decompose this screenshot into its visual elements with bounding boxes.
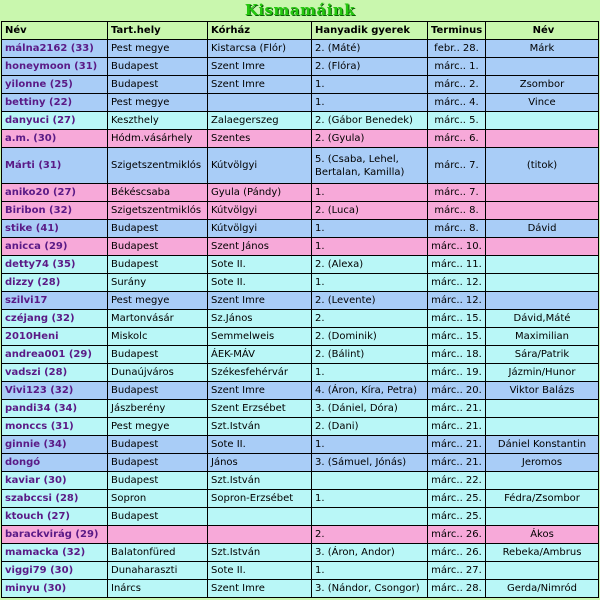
cell-place: Budapest (108, 58, 208, 76)
cell-nick: danyuci (27) (2, 112, 108, 130)
cell-hospital: Szt.István (208, 544, 312, 562)
cell-nick: 2010Heni (2, 328, 108, 346)
table-row (2, 292, 599, 310)
cell-child: 1. (312, 238, 428, 256)
cell-child: 2. (Luca) (312, 202, 428, 220)
cell-nick: viggi79 (30) (2, 562, 108, 580)
cell-hospital: Szent Imre (208, 580, 312, 598)
table-row (2, 580, 599, 598)
cell-hospital: Szent János (208, 238, 312, 256)
cell-hospital: Kútvölgyi (208, 148, 312, 184)
cell-place: Jászberény (108, 400, 208, 418)
header-term: Terminus (428, 22, 486, 40)
table-row (2, 58, 599, 76)
cell-name: Dávid (486, 220, 599, 238)
cell-nick: pandi34 (34) (2, 400, 108, 418)
cell-place: Dunaharaszti (108, 562, 208, 580)
cell-child: 1. (312, 364, 428, 382)
cell-place: Szigetszentmiklós (108, 202, 208, 220)
cell-place: Pest megye (108, 40, 208, 58)
cell-name (486, 292, 599, 310)
cell-nick: honeymoon (31) (2, 58, 108, 76)
cell-hospital: Szent Erzsébet (208, 400, 312, 418)
cell-hospital: Szt.István (208, 472, 312, 490)
cell-name: Gerda/Nimród (486, 580, 599, 598)
table-row (2, 40, 599, 58)
cell-term: márc.. 21. (428, 418, 486, 436)
cell-child: 2. (Bálint) (312, 346, 428, 364)
table-row (2, 454, 599, 472)
table-row (2, 238, 599, 256)
cell-place: Martonvásár (108, 310, 208, 328)
cell-term: márc.. 7. (428, 148, 486, 184)
cell-term: márc.. 19. (428, 364, 486, 382)
cell-term: márc.. 26. (428, 544, 486, 562)
cell-child: 2. (Dominik) (312, 328, 428, 346)
cell-hospital: Sote II. (208, 274, 312, 292)
cell-term: márc.. 22. (428, 472, 486, 490)
cell-child: 3. (Nándor, Csongor) (312, 580, 428, 598)
cell-child: 3. (Dániel, Dóra) (312, 400, 428, 418)
cell-hospital: Kistarcsa (Flór) (208, 40, 312, 58)
cell-nick: dizzy (28) (2, 274, 108, 292)
cell-term: febr.. 28. (428, 40, 486, 58)
cell-name: Zsombor (486, 76, 599, 94)
cell-term: márc.. 18. (428, 346, 486, 364)
cell-place: Hódm.vásárhely (108, 130, 208, 148)
cell-child: 1. (312, 94, 428, 112)
cell-term: márc.. 21. (428, 436, 486, 454)
cell-nick: detty74 (35) (2, 256, 108, 274)
cell-name: Jeromos (486, 454, 599, 472)
cell-term: márc.. 11. (428, 256, 486, 274)
cell-child: 3. (Sámuel, Jónás) (312, 454, 428, 472)
cell-term: márc.. 12. (428, 292, 486, 310)
cell-hospital: Zalaegerszeg (208, 112, 312, 130)
cell-nick: czéjang (32) (2, 310, 108, 328)
cell-place: Sopron (108, 490, 208, 508)
table-body (2, 40, 599, 598)
table-row (2, 202, 599, 220)
cell-nick: mamacka (32) (2, 544, 108, 562)
cell-hospital: Sote II. (208, 562, 312, 580)
cell-place: Inárcs (108, 580, 208, 598)
table-row (2, 220, 599, 238)
cell-child: 2. (Máté) (312, 40, 428, 58)
cell-child: 1. (312, 220, 428, 238)
cell-hospital: ÁEK-MÁV (208, 346, 312, 364)
cell-child: 2. (Dani) (312, 418, 428, 436)
cell-name: Maximilian (486, 328, 599, 346)
cell-child: 3. (Áron, Andor) (312, 544, 428, 562)
table-row (2, 112, 599, 130)
table-row (2, 436, 599, 454)
cell-term: márc.. 1. (428, 58, 486, 76)
table-row (2, 94, 599, 112)
cell-name: Ákos (486, 526, 599, 544)
cell-hospital: Szent Imre (208, 58, 312, 76)
cell-term: márc.. 25. (428, 508, 486, 526)
cell-place: Budapest (108, 238, 208, 256)
cell-name (486, 418, 599, 436)
cell-child: 2. (Alexa) (312, 256, 428, 274)
table-header-row (2, 22, 599, 40)
cell-name: Viktor Balázs (486, 382, 599, 400)
cell-child: 5. (Csaba, Lehel, Bertalan, Kamilla) (312, 148, 428, 184)
cell-term: márc.. 26. (428, 526, 486, 544)
header-place: Tart.hely (108, 22, 208, 40)
cell-nick: Vivi123 (32) (2, 382, 108, 400)
cell-term: márc.. 21. (428, 454, 486, 472)
table-row (2, 418, 599, 436)
cell-place: Budapest (108, 508, 208, 526)
cell-nick: ginnie (34) (2, 436, 108, 454)
cell-name: Vince (486, 94, 599, 112)
cell-place: Szigetszentmiklós (108, 148, 208, 184)
cell-place: Budapest (108, 346, 208, 364)
cell-place: Pest megye (108, 292, 208, 310)
cell-name: Dávid,Máté (486, 310, 599, 328)
cell-hospital: Sote II. (208, 436, 312, 454)
cell-child: 1. (312, 490, 428, 508)
cell-name: Sára/Patrik (486, 346, 599, 364)
cell-hospital: Szent Imre (208, 382, 312, 400)
cell-place: Keszthely (108, 112, 208, 130)
cell-term: márc.. 8. (428, 202, 486, 220)
cell-nick: yilonne (25) (2, 76, 108, 94)
cell-hospital: János (208, 454, 312, 472)
header-child: Hanyadik gyerek (312, 22, 428, 40)
cell-nick: andrea001 (29) (2, 346, 108, 364)
cell-hospital: Székesfehérvár (208, 364, 312, 382)
cell-place: Budapest (108, 220, 208, 238)
cell-place: Budapest (108, 76, 208, 94)
cell-name (486, 274, 599, 292)
table-row (2, 544, 599, 562)
cell-nick: anicca (29) (2, 238, 108, 256)
cell-hospital: Szent Imre (208, 292, 312, 310)
cell-nick: minyu (30) (2, 580, 108, 598)
table-row (2, 508, 599, 526)
cell-nick: ktouch (27) (2, 508, 108, 526)
page-title: Kismamáink (244, 1, 356, 19)
cell-name (486, 400, 599, 418)
cell-term: márc.. 5. (428, 112, 486, 130)
cell-place: Surány (108, 274, 208, 292)
table-row (2, 526, 599, 544)
cell-child: 2. (Flóra) (312, 58, 428, 76)
cell-child: 1. (312, 76, 428, 94)
cell-nick: vadszi (28) (2, 364, 108, 382)
table-row (2, 274, 599, 292)
cell-term: márc.. 15. (428, 328, 486, 346)
cell-name (486, 202, 599, 220)
cell-hospital: Szent Imre (208, 76, 312, 94)
cell-hospital: Szentes (208, 130, 312, 148)
table-row (2, 148, 599, 184)
cell-nick: Márti (31) (2, 148, 108, 184)
header-nick: Név (2, 22, 108, 40)
cell-child: 1. (312, 562, 428, 580)
cell-child: 1. (312, 274, 428, 292)
cell-place: Budapest (108, 454, 208, 472)
cell-name (486, 508, 599, 526)
table-row (2, 382, 599, 400)
cell-nick: Biribon (32) (2, 202, 108, 220)
cell-place: Dunaújváros (108, 364, 208, 382)
table-row (2, 130, 599, 148)
cell-nick: kaviar (30) (2, 472, 108, 490)
table-row (2, 400, 599, 418)
cell-place: Miskolc (108, 328, 208, 346)
table-row (2, 184, 599, 202)
cell-nick: málna2162 (33) (2, 40, 108, 58)
cell-place: Budapest (108, 256, 208, 274)
cell-term: márc.. 4. (428, 94, 486, 112)
cell-nick: bettiny (22) (2, 94, 108, 112)
cell-child: 2. (Gyula) (312, 130, 428, 148)
cell-place: Balatonfüred (108, 544, 208, 562)
cell-name (486, 130, 599, 148)
cell-term: márc.. 20. (428, 382, 486, 400)
cell-child: 2. (312, 310, 428, 328)
cell-term: márc.. 6. (428, 130, 486, 148)
cell-child (312, 508, 428, 526)
cell-name: Fédra/Zsombor (486, 490, 599, 508)
cell-nick: szabccsi (28) (2, 490, 108, 508)
table-row (2, 346, 599, 364)
cell-hospital: Semmelweis (208, 328, 312, 346)
cell-hospital: Kútvölgyi (208, 202, 312, 220)
cell-nick: monccs (31) (2, 418, 108, 436)
cell-child (312, 472, 428, 490)
cell-hospital (208, 526, 312, 544)
cell-name (486, 256, 599, 274)
table-row (2, 76, 599, 94)
cell-nick: stike (41) (2, 220, 108, 238)
cell-term: márc.. 7. (428, 184, 486, 202)
cell-nick: aniko20 (27) (2, 184, 108, 202)
cell-child: 4. (Áron, Kíra, Petra) (312, 382, 428, 400)
cell-nick: dongó (2, 454, 108, 472)
cell-term: márc.. 2. (428, 76, 486, 94)
mothers-table (1, 21, 599, 598)
cell-place: Pest megye (108, 94, 208, 112)
header-hospital: Kórház (208, 22, 312, 40)
table-row (2, 562, 599, 580)
cell-term: márc.. 21. (428, 400, 486, 418)
cell-place: Békéscsaba (108, 184, 208, 202)
cell-child: 2. (Gábor Benedek) (312, 112, 428, 130)
cell-nick: szilvi17 (2, 292, 108, 310)
table-row (2, 310, 599, 328)
cell-term: márc.. 12. (428, 274, 486, 292)
cell-term: márc.. 28. (428, 580, 486, 598)
cell-child: 2. (312, 526, 428, 544)
cell-name (486, 184, 599, 202)
table-row (2, 472, 599, 490)
cell-child: 1. (312, 184, 428, 202)
table-row (2, 256, 599, 274)
cell-nick: barackvirág (29) (2, 526, 108, 544)
cell-hospital: Gyula (Pándy) (208, 184, 312, 202)
cell-term: márc.. 8. (428, 220, 486, 238)
cell-child: 2. (Levente) (312, 292, 428, 310)
cell-place: Budapest (108, 472, 208, 490)
table-row (2, 490, 599, 508)
cell-name (486, 112, 599, 130)
cell-child: 1. (312, 436, 428, 454)
cell-term: márc.. 27. (428, 562, 486, 580)
cell-place: Pest megye (108, 418, 208, 436)
cell-name (486, 58, 599, 76)
cell-name (486, 472, 599, 490)
cell-place (108, 526, 208, 544)
cell-place: Budapest (108, 436, 208, 454)
cell-name: Dániel Konstantin (486, 436, 599, 454)
cell-hospital (208, 94, 312, 112)
table-row (2, 364, 599, 382)
cell-hospital: Szt.István (208, 418, 312, 436)
cell-hospital: Sz.János (208, 310, 312, 328)
cell-name: Márk (486, 40, 599, 58)
cell-hospital: Kútvölgyi (208, 220, 312, 238)
cell-term: márc.. 10. (428, 238, 486, 256)
cell-hospital (208, 508, 312, 526)
header-name: Név (486, 22, 599, 40)
cell-hospital: Sote II. (208, 256, 312, 274)
cell-term: márc.. 25. (428, 490, 486, 508)
cell-place: Budapest (108, 382, 208, 400)
cell-term: márc.. 15. (428, 310, 486, 328)
cell-name: (titok) (486, 148, 599, 184)
cell-name: Jázmin/Hunor (486, 364, 599, 382)
cell-name (486, 562, 599, 580)
table-row (2, 328, 599, 346)
cell-name (486, 238, 599, 256)
cell-nick: a.m. (30) (2, 130, 108, 148)
cell-name: Rebeka/Ambrus (486, 544, 599, 562)
cell-hospital: Sopron-Erzsébet (208, 490, 312, 508)
